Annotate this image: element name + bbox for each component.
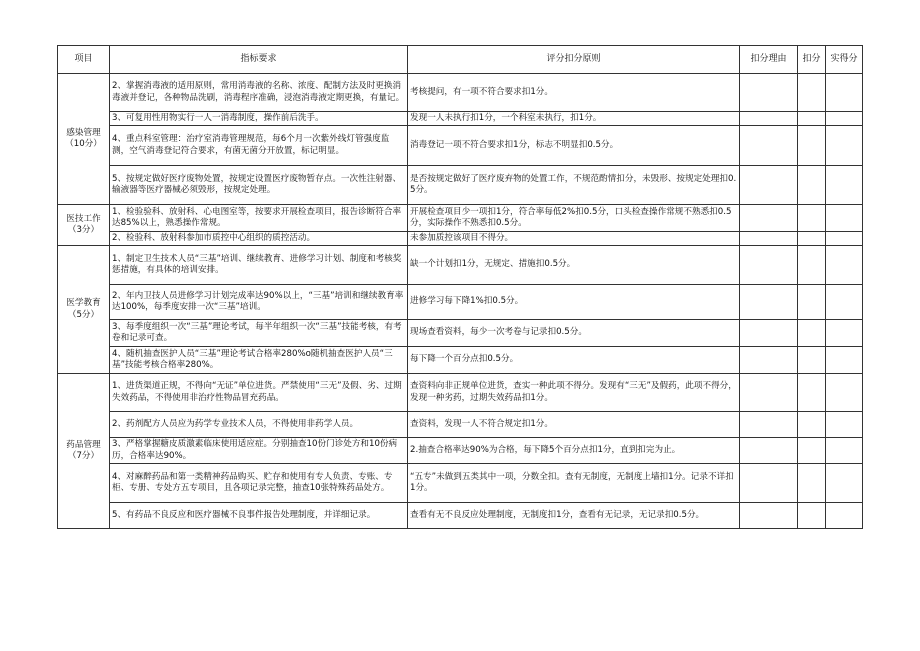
deduct-cell bbox=[798, 412, 826, 438]
scoring-cell: 进修学习每下降1%扣0.5分。 bbox=[408, 285, 740, 320]
deduct-cell bbox=[798, 205, 826, 232]
section-points: （10分） bbox=[65, 139, 102, 149]
reason-cell bbox=[740, 246, 798, 285]
scoring-cell: 查资料，发现一人不符合规定扣1分。 bbox=[408, 412, 740, 438]
reason-cell bbox=[740, 320, 798, 347]
table-row bbox=[58, 320, 863, 347]
deduct-cell bbox=[798, 126, 826, 166]
table-row bbox=[58, 232, 863, 246]
section-name: 医学教育 bbox=[66, 298, 101, 308]
table-row bbox=[58, 166, 863, 205]
deduct-cell bbox=[798, 464, 826, 503]
actual-cell bbox=[826, 347, 863, 374]
deduct-cell bbox=[798, 232, 826, 246]
section-infection-control bbox=[58, 74, 110, 205]
table-row bbox=[58, 374, 863, 412]
table-row bbox=[58, 205, 863, 232]
table-row bbox=[58, 112, 863, 126]
reason-cell bbox=[740, 166, 798, 205]
section-points: （7分） bbox=[67, 451, 100, 461]
section-name: 医技工作 bbox=[66, 213, 101, 224]
section-points: （3分） bbox=[67, 225, 100, 235]
actual-cell bbox=[826, 285, 863, 320]
requirement-cell: 4、对麻醉药品和第一类精神药品购买、贮存和使用有专人负责、专账、专柜、专册、专处方五专项目，且各项记录完整，抽查10张特殊药品处方。 bbox=[110, 464, 408, 503]
requirement-cell: 3、可复用性用物实行一人一消毒制度，操作前后洗手。 bbox=[110, 112, 408, 126]
requirement-cell: 2、掌握消毒液的适用原则，常用消毒液的名称、浓度、配制方法及时更换消毒液并登记，各种物品洗刷，消毒程序准确，浸泡消毒液定期更换，有量记。 bbox=[110, 74, 408, 112]
deduct-cell bbox=[798, 503, 826, 529]
actual-cell bbox=[826, 374, 863, 412]
actual-cell bbox=[826, 438, 863, 464]
header-deduct: 扣分 bbox=[798, 46, 826, 74]
scoring-cell: 未参加质控该项目不得分。 bbox=[408, 232, 740, 246]
deduct-cell bbox=[798, 374, 826, 412]
reason-cell bbox=[740, 347, 798, 374]
header-actual: 实得分 bbox=[826, 46, 863, 74]
reason-cell bbox=[740, 464, 798, 503]
deduct-cell bbox=[798, 112, 826, 126]
table-row bbox=[58, 464, 863, 503]
deduct-cell bbox=[798, 285, 826, 320]
requirement-cell: 4、重点科室管理：治疗室消毒管理规范，每6个月一次紫外线灯管强度监测，空气消毒登记符合要求，有菌无菌分开放置，标记明显。 bbox=[110, 126, 408, 166]
reason-cell bbox=[740, 438, 798, 464]
scoring-cell: 查资料向非正规单位进货，查实一种此项不得分。发现有“三无”及假药，此项不得分，发现一种劣药，过期失效药品扣1分。 bbox=[408, 374, 740, 412]
header-reason: 扣分理由 bbox=[740, 46, 798, 74]
requirement-cell: 4、随机抽查医护人员“三基”理论考试合格率280%o随机抽查医护人员“三基”技能考核合格率280%。 bbox=[110, 347, 408, 374]
scoring-cell: 2.抽查合格率达90%为合格，每下降5个百分点扣1分，直到扣完为止。 bbox=[408, 438, 740, 464]
deduct-cell bbox=[798, 320, 826, 347]
scoring-cell: “五专”未做到五类其中一项，分数全扣。查有无制度，无制度上墙扣1分。记录不详扣1分。 bbox=[408, 464, 740, 503]
requirement-cell: 1、检验验科、放射科、心电图室等，按要求开展检查项目，报告诊断符合率达85%以上，熟悉操作常规。 bbox=[110, 205, 408, 232]
reason-cell bbox=[740, 285, 798, 320]
requirement-cell: 5、有药品不良反应和医疗器械不良事件报告处理制度，并详细记录。 bbox=[110, 503, 408, 529]
reason-cell bbox=[740, 503, 798, 529]
deduct-cell bbox=[798, 74, 826, 112]
table-row bbox=[58, 246, 863, 285]
scoring-cell: 是否按规定做好了医疗废弃物的处置工作，不规范酌情扣分，未毁形、按规定处理扣0.5分。 bbox=[408, 166, 740, 205]
requirement-cell: 2、检验科、放射科参加市质控中心组织的质控活动。 bbox=[110, 232, 408, 246]
header-requirement: 指标要求 bbox=[110, 46, 408, 74]
scoring-cell: 开展检查项目少一项扣1分，符合率每低2%扣0.5分，口头检查操作常规不熟悉扣0.5分，实际操作不熟悉扣0.5分。 bbox=[408, 205, 740, 232]
deduct-cell bbox=[798, 166, 826, 205]
reason-cell bbox=[740, 232, 798, 246]
reason-cell bbox=[740, 205, 798, 232]
section-points: （5分） bbox=[67, 309, 100, 320]
section-name: 感染管理 bbox=[66, 127, 101, 138]
actual-cell bbox=[826, 320, 863, 347]
table-row bbox=[58, 285, 863, 320]
reason-cell bbox=[740, 126, 798, 166]
scoring-cell: 缺一个计划扣1分，无规定、措施扣0.5分。 bbox=[408, 246, 740, 285]
table-row bbox=[58, 412, 863, 438]
header-row bbox=[58, 46, 863, 74]
scoring-cell: 考核提问，有一项不符合要求扣1分。 bbox=[408, 74, 740, 112]
scoring-cell: 现场查看资料，每少一次考卷与记录扣0.5分。 bbox=[408, 320, 740, 347]
requirement-cell: 2、年内卫技人员进修学习计划完成率达90%以上，“三基”培训和继续教育率达100%，每季度安排一次“三基”培训。 bbox=[110, 285, 408, 320]
scoring-cell: 每下降一个百分点扣0.5分。 bbox=[408, 347, 740, 374]
scoring-cell: 发现一人未执行扣1分，一个科室未执行，扣1分。 bbox=[408, 112, 740, 126]
deduct-cell bbox=[798, 246, 826, 285]
actual-cell bbox=[826, 464, 863, 503]
header-scoring: 评分扣分原则 bbox=[408, 46, 740, 74]
requirement-cell: 3、每季度组织一次“三基”理论考试，每半年组织一次“三基”技能考核，有考卷和记录可查。 bbox=[110, 320, 408, 347]
reason-cell bbox=[740, 374, 798, 412]
requirement-cell: 5、按规定做好医疗废物处置，按规定设置医疗废物暂存点。一次性注射器、输液器等医疗器械必须毁形，按规定处理。 bbox=[110, 166, 408, 205]
section-medical-education bbox=[58, 246, 110, 374]
actual-cell bbox=[826, 205, 863, 232]
actual-cell bbox=[826, 166, 863, 205]
table-row bbox=[58, 438, 863, 464]
requirement-cell: 2、药剂配方人员应为药学专业技术人员，不得使用非药学人员。 bbox=[110, 412, 408, 438]
deduct-cell bbox=[798, 438, 826, 464]
scoring-cell: 查看有无不良反应处理制度，无制度扣1分，查看有无记录，无记录扣0.5分。 bbox=[408, 503, 740, 529]
requirement-cell: 3、严格掌握糖皮质激素临床使用适应症。分别抽查10份门诊处方和10份病历，合格率达90%。 bbox=[110, 438, 408, 464]
actual-cell bbox=[826, 232, 863, 246]
scoring-cell: 消毒登记一项不符合要求扣1分，标志不明显扣0.5分。 bbox=[408, 126, 740, 166]
reason-cell bbox=[740, 74, 798, 112]
reason-cell bbox=[740, 112, 798, 126]
table-row bbox=[58, 126, 863, 166]
table-row bbox=[58, 74, 863, 112]
section-name: 药品管理 bbox=[66, 439, 101, 450]
table-row bbox=[58, 503, 863, 529]
table-row bbox=[58, 347, 863, 374]
reason-cell bbox=[740, 412, 798, 438]
requirement-cell: 1、进货渠道正规，不得向“无证”单位进货。严禁使用“三无”及假、劣、过期失效药品，不得使用非治疗性物品冒充药品。 bbox=[110, 374, 408, 412]
actual-cell bbox=[826, 74, 863, 112]
section-drug-management bbox=[58, 374, 110, 529]
actual-cell bbox=[826, 412, 863, 438]
requirement-cell: 1、制定卫生技术人员“三基”培训、继续教育、进修学习计划、制度和考核奖惩措施，有具体的培训安排。 bbox=[110, 246, 408, 285]
header-item: 项目 bbox=[58, 46, 110, 74]
deduct-cell bbox=[798, 347, 826, 374]
evaluation-table bbox=[57, 45, 863, 529]
section-medical-technology bbox=[58, 205, 110, 246]
actual-cell bbox=[826, 126, 863, 166]
actual-cell bbox=[826, 246, 863, 285]
actual-cell bbox=[826, 112, 863, 126]
actual-cell bbox=[826, 503, 863, 529]
